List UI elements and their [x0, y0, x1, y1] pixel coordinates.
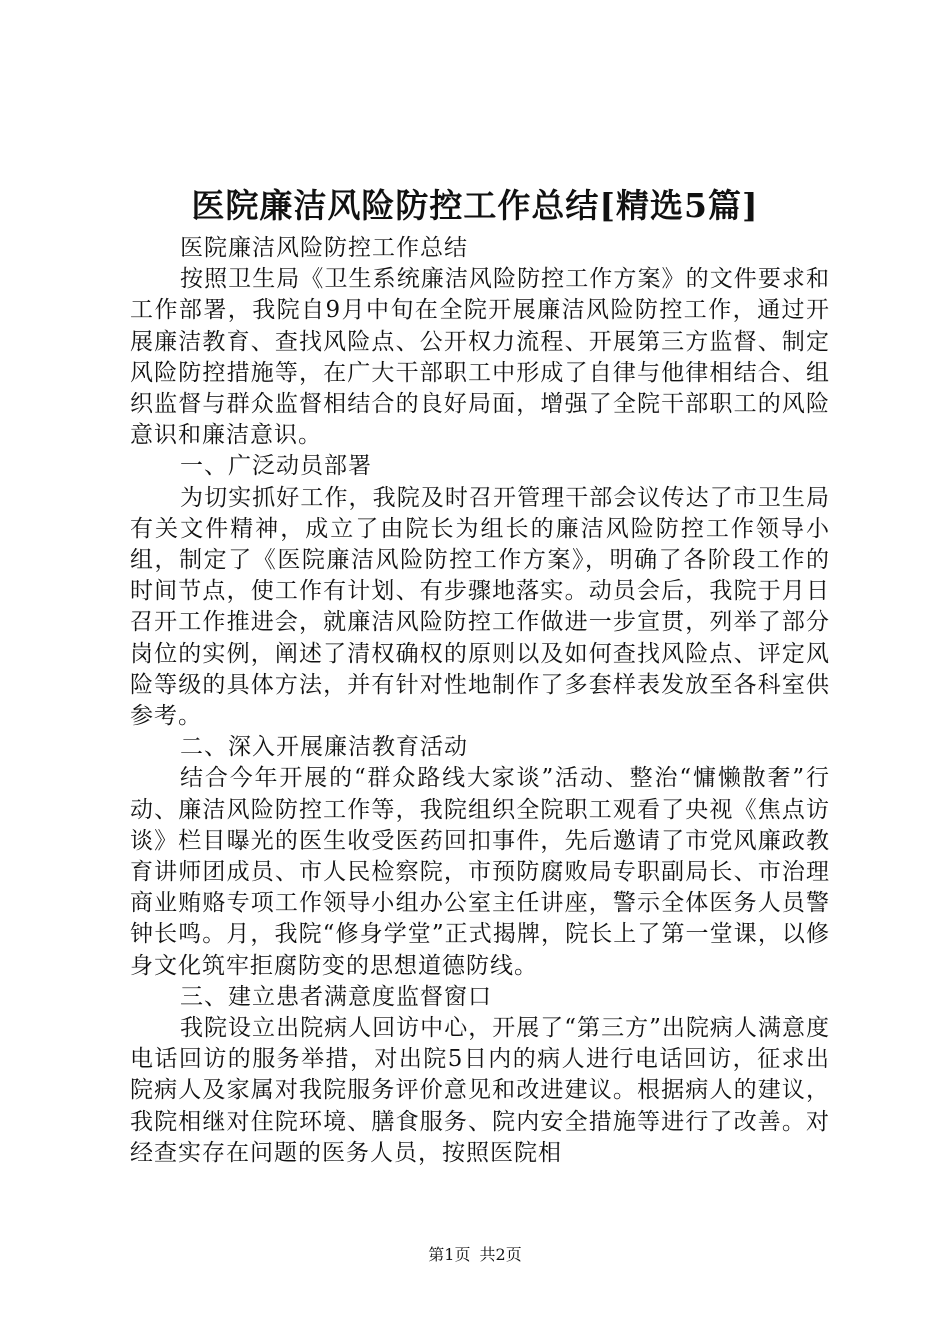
- paragraph-section-2: 结合今年开展的“群众路线大家谈”活动、整治“慵懒散奢”行动、廉洁风险防控工作等，我院组织全院职工观看了央视《焦点访谈》栏目曝光的医生收受医药回扣事件，先后邀请了市党风廉政教育讲师团成员、市人民检察院，市预防腐败局专职副局长、市治理商业贿赂专项工作领导小组办公室主任讲座，警示全体医务人员警钟长鸣。月，我院“修身学堂”正式揭牌，院长上了第一堂课，以修身文化筑牢拒腐防变的思想道德防线。: [130, 765, 830, 979]
- section-heading-1: 一、广泛动员部署: [180, 453, 372, 480]
- section-heading-2: 二、深入开展廉洁教育活动: [180, 734, 468, 761]
- section-heading-3: 三、建立患者满意度监督窗口: [180, 983, 492, 1010]
- document-body: [130, 233, 830, 1169]
- page-total: 共2页: [479, 1245, 522, 1264]
- document-subtitle: 医院廉洁风险防控工作总结: [180, 235, 468, 261]
- paragraph-intro: 按照卫生局《卫生系统廉洁风险防控工作方案》的文件要求和工作部署，我院自9月中旬在全院开展廉洁风险防控工作，通过开展廉洁教育、查找风险点、公开权力流程、开展第三方监督、制定风险防控措施等，在广大干部职工中形成了自律与他律相结合、组织监督与群众监督相结合的良好局面，增强了全院干部职工的风险意识和廉洁意识。: [130, 266, 830, 449]
- paragraph-section-1: 为切实抓好工作，我院及时召开管理干部会议传达了市卫生局有关文件精神，成立了由院长为组长的廉洁风险防控工作领导小组，制定了《医院廉洁风险防控工作方案》，明确了各阶段工作的时间节点，使工作有计划、有步骤地落实。动员会后，我院于月日召开工作推进会，就廉洁风险防控工作做进一步宣贯，列举了部分岗位的实例，阐述了清权确权的原则以及如何查找风险点、评定风险等级的具体方法，并有针对性地制作了多套样表发放至各科室供参考。: [130, 484, 830, 730]
- paragraph-section-3: 我院设立出院病人回访中心，开展了“第三方”出院病人满意度电话回访的服务举措，对出院5日内的病人进行电话回访，征求出院病人及家属对我院服务评价意见和改进建议。根据病人的建议，我院相继对住院环境、膳食服务、院内安全措施等进行了改善。对经查实存在问题的医务人员，按照医院相: [130, 1015, 830, 1166]
- page-number: 第1页: [428, 1245, 471, 1264]
- page-footer: [0, 1244, 950, 1266]
- document-title: 医院廉洁风险防控工作总结[精选5篇]: [191, 186, 759, 225]
